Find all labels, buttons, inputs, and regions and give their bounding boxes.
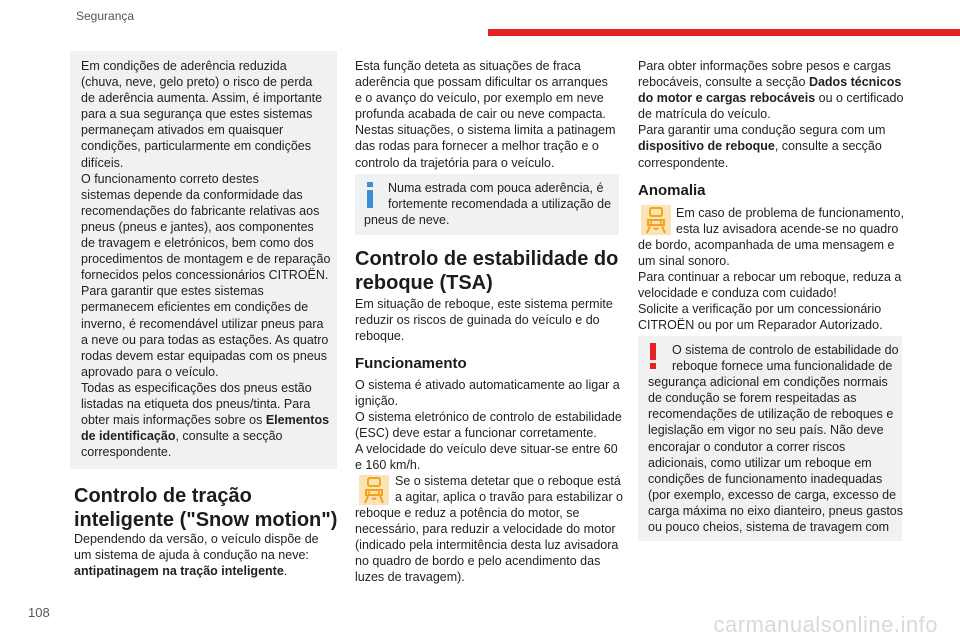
text-line: fortemente recomendada a utilização de — [388, 197, 612, 212]
text-line: Para obter informações sobre pesos e cargas — [638, 59, 891, 73]
text-line: Em condições de aderência reduzida — [81, 59, 287, 73]
text-run: , consulte a secção — [774, 139, 882, 154]
text-run: ou o certificado — [815, 91, 904, 106]
text-line: difíceis. — [81, 155, 124, 170]
text-line: listadas na etiqueta dos pneus/tinta. Para — [81, 396, 311, 411]
heading-line: Controlo de tração — [74, 485, 252, 507]
text-line: de condução se forem respeitadas as — [648, 391, 857, 406]
text-line: esta luz avisadora acende-se no quadro — [676, 222, 899, 237]
heading-line: inteligente ("Snow motion") — [74, 509, 338, 531]
text-line: de travagem e eletrónicos, bem como dos — [81, 236, 314, 251]
bold-ref: Dados técnicos — [808, 75, 902, 90]
text-line: aderência que possam dificultar os arranques — [355, 75, 608, 90]
text-line — [638, 138, 903, 154]
operation-text — [355, 377, 622, 474]
text-line: legislação em vigor no seu país. Não deve — [648, 423, 884, 438]
text-line: um sinal sonoro. — [638, 254, 730, 269]
tsa-intro — [355, 296, 613, 344]
text-run: rebocáveis, consulte a secção — [638, 75, 809, 90]
text-line: a agitar, aplica o travão para estabilizar o — [395, 490, 623, 505]
trailer-stability-warning-icon — [641, 205, 671, 240]
text-line: aprovado para o veículo. — [81, 364, 219, 379]
text-line: recomendações de utilização de reboques e — [648, 407, 894, 422]
text-line: procedimentos de montagem e de reparação — [81, 252, 331, 267]
text-line: fornecidos pelos concessionários CITROËN. — [81, 268, 329, 283]
text-run: , consulte a secção — [175, 429, 283, 444]
text-line: correspondente. — [81, 445, 172, 460]
info-note-text — [364, 180, 611, 228]
malfunction-text — [676, 205, 904, 237]
text-line — [81, 428, 330, 444]
text-line: e 160 km/h. — [355, 458, 421, 473]
snow-motion-heading — [74, 484, 337, 532]
grip-warning-text — [81, 58, 330, 460]
text-line: O sistema é ativado automaticamente ao ligar a — [355, 378, 620, 392]
text-line: pneus (pneus e jantes), aos componentes — [81, 219, 314, 234]
text-line: controlo da trajetória para o veículo. — [355, 155, 555, 170]
text-line: correspondente. — [638, 155, 729, 170]
text-line: Em situação de reboque, este sistema permite — [355, 297, 613, 311]
text-line: necessário, para reduzir a velocidade do motor — [355, 522, 616, 537]
text-line: ou pouco cheios, sistema de travagem com — [648, 520, 890, 535]
text-line: Em caso de problema de funcionamento, — [676, 206, 904, 220]
page-number: 108 — [28, 605, 50, 620]
text-line: ignição. — [355, 394, 399, 409]
operation-heading: Funcionamento — [355, 355, 467, 372]
text-line: A velocidade do veículo deve situar-se entre 60 — [355, 442, 618, 457]
text-line: O sistema eletrónico de controlo de estabilidade — [355, 410, 622, 425]
bold-ref: do motor e cargas rebocáveis — [638, 91, 816, 106]
text-line — [81, 412, 330, 428]
malfunction-text-cont — [638, 237, 901, 334]
tsa-behaviour-text — [395, 473, 623, 505]
text-line: O funcionamento correto destes — [81, 171, 259, 186]
text-line: rodas devem estar equipadas com os pneus — [81, 348, 327, 363]
tsa-heading — [355, 247, 618, 295]
text-line: luzes de travagem). — [355, 570, 465, 585]
text-line: carga máxima no eixo dianteiro, pneus gastos — [648, 503, 904, 518]
text-line: de aderência aumenta. Assim, é importante — [81, 91, 323, 106]
text-line: de bordo, acompanhada de uma mensagem e — [638, 238, 895, 252]
text-line: reboque e reduz a potência do motor, se — [355, 506, 580, 520]
text-line: (ESC) deve estar a funcionar corretamente. — [355, 426, 597, 441]
snow-motion-description — [355, 58, 616, 171]
text-line: um sistema de ajuda à condução na neve: — [74, 548, 309, 563]
text-line — [74, 563, 319, 579]
text-line: Nestas situações, o sistema limita a patinagem — [355, 123, 616, 138]
warning-text — [648, 342, 903, 535]
snow-motion-text — [74, 531, 319, 579]
towing-info-text — [638, 58, 903, 171]
text-line: para a sua segurança que estes sistemas — [81, 107, 313, 122]
text-line: profunda acabada de cair ou neve compacta. — [355, 107, 606, 122]
text-line: Se o sistema detetar que o reboque está — [395, 474, 621, 488]
text-line: Dependendo da versão, o veículo dispõe de — [74, 532, 319, 546]
text-line: de matrícula do veículo. — [638, 107, 771, 122]
text-line: pneus de neve. — [364, 213, 450, 228]
text-line: reduzir os riscos de guinada do veículo e do — [355, 313, 600, 328]
text-line: recomendações do fabricante relativas aos — [81, 203, 320, 218]
text-line: permanecem eficientes em condições de — [81, 300, 309, 315]
text-line: inverno, é recomendável utilizar pneus para — [81, 316, 324, 331]
text-line: CITROËN ou por um Reparador Autorizado. — [638, 318, 883, 333]
heading-line: Controlo de estabilidade do — [355, 248, 619, 270]
bold-term: antipatinagem na tração inteligente — [74, 564, 284, 579]
watermark: carmanualsonline.info — [713, 612, 938, 637]
text-line: (chuva, neve, gelo preto) o risco de perda — [81, 75, 313, 90]
malfunction-heading: Anomalia — [638, 182, 706, 199]
text-line: Solicite a verificação por um concessionário — [638, 302, 882, 317]
text-line: (indicado pela intermitência desta luz avisadora — [355, 538, 619, 553]
text-line: das rodas para fornecer a melhor tração e o — [355, 139, 599, 154]
text-line: segurança adicional em condições normais — [648, 375, 888, 390]
text-line: adicionais, como utilizar um reboque em — [648, 455, 872, 470]
text-line: Para continuar a rebocar um reboque, reduza a — [638, 270, 902, 285]
text-line: (por exemplo, excesso de carga, excesso de — [648, 487, 897, 502]
text-line: no quadro de bordo e pelo acendimento das — [355, 554, 601, 569]
text-line: Numa estrada com pouca aderência, é — [388, 181, 604, 195]
bold-ref: de identificação — [81, 429, 176, 444]
bold-ref: Elementos — [265, 413, 330, 428]
text-line: reboque. — [355, 329, 405, 344]
text-line: a neve ou para todas as estações. As quatro — [81, 332, 329, 347]
header-accent-bar — [488, 29, 960, 36]
text-line: e o avanço do veículo, por exemplo em neve — [355, 91, 604, 106]
tsa-behaviour-text-cont — [355, 505, 618, 585]
text-line: condições de funcionamento inadequadas — [648, 471, 883, 486]
text-line — [638, 90, 903, 106]
text-line: Esta função deteta as situações de fraca — [355, 59, 581, 73]
text-line: Para garantir que estes sistemas — [81, 284, 264, 299]
text-line: sistemas depende da conformidade das — [81, 187, 303, 202]
text-line: encorajar o condutor a correr riscos — [648, 439, 846, 454]
text-line: Para garantir uma condução segura com um — [638, 123, 886, 138]
text-line: O sistema de controlo de estabilidade do — [672, 343, 899, 357]
text-run: obter mais informações sobre os — [81, 413, 263, 428]
text-line: permaneçam ativados em quaisquer — [81, 123, 284, 138]
text-line: condições, particularmente em condições — [81, 139, 311, 154]
heading-line: reboque (TSA) — [355, 272, 493, 294]
running-header: Segurança — [76, 9, 135, 23]
bold-ref: dispositivo de reboque — [638, 139, 775, 154]
text-line: velocidade e conduza com cuidado! — [638, 286, 837, 301]
text-line: Todas as especificações dos pneus estão — [81, 380, 312, 395]
text-run: . — [283, 564, 288, 579]
text-line: reboque fornece uma funcionalidade de — [672, 359, 893, 374]
text-line — [638, 74, 903, 90]
